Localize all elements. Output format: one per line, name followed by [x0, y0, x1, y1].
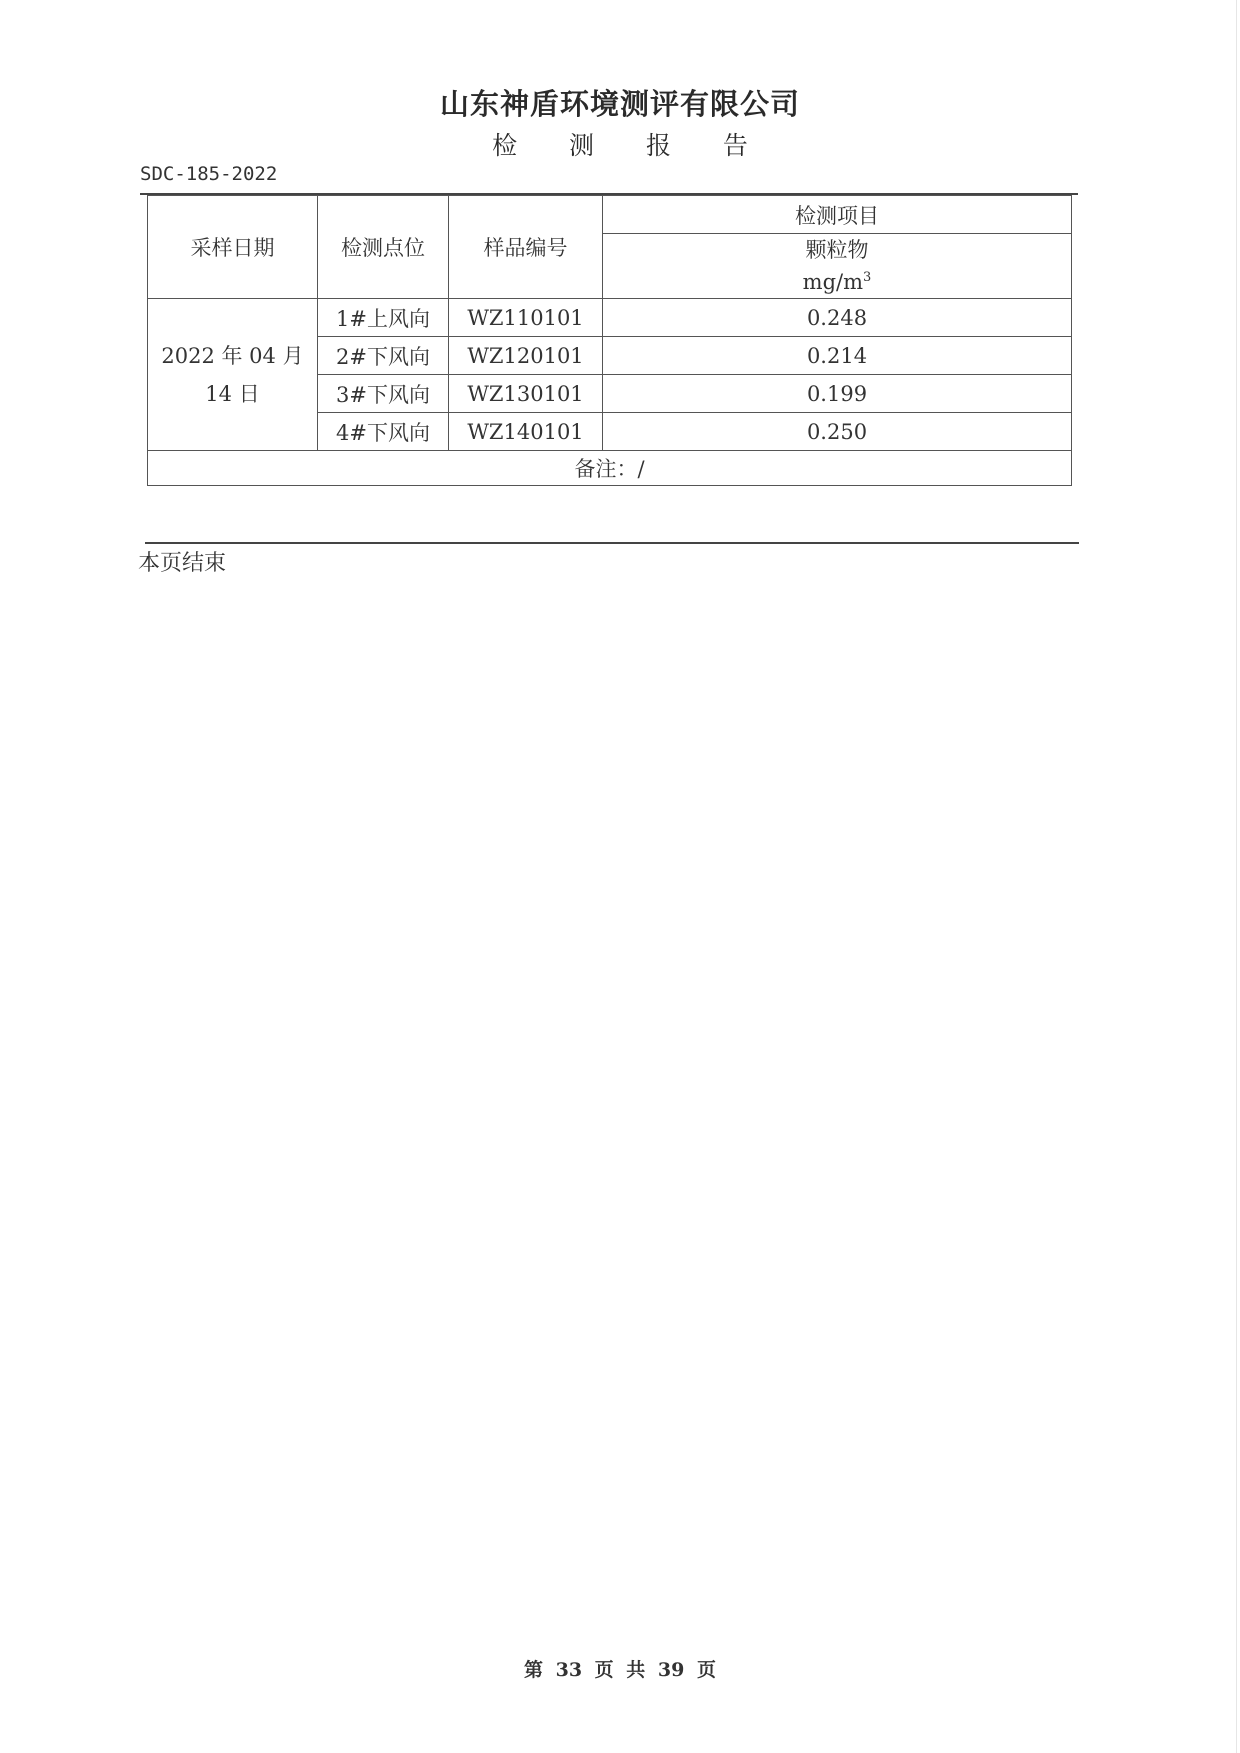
- value-cell: 0.248: [603, 299, 1072, 337]
- item-unit: [603, 266, 1071, 298]
- results-table: [147, 195, 1072, 486]
- unit-base: mg/m: [802, 270, 864, 294]
- report-number: SDC-185-2022: [140, 163, 278, 185]
- location-cell: 2#下风向: [318, 337, 449, 375]
- table-header-row: [148, 196, 1072, 234]
- sample-id-cell: WZ140101: [449, 413, 603, 451]
- header-sample-date: 采样日期: [148, 196, 318, 299]
- table-row: [148, 299, 1072, 337]
- end-divider: [145, 542, 1079, 544]
- page-end-text: 本页结束: [138, 551, 227, 576]
- header-location: 检测点位: [318, 196, 449, 299]
- value-cell: 0.199: [603, 375, 1072, 413]
- unit-exponent: 3: [863, 270, 872, 285]
- header-item-cell: [603, 234, 1072, 299]
- sample-id-cell: WZ120101: [449, 337, 603, 375]
- item-name: 颗粒物: [805, 238, 869, 262]
- location-cell: 3#下风向: [318, 375, 449, 413]
- page-footer: 第 33 页 共 39 页: [524, 1659, 716, 1681]
- remark-cell: 备注：/: [148, 451, 1072, 486]
- sample-id-cell: WZ110101: [449, 299, 603, 337]
- sample-date-line1: 2022 年 04 月: [161, 343, 304, 368]
- location-cell: 4#下风向: [318, 413, 449, 451]
- scan-edge-line: [1236, 0, 1237, 1753]
- sample-id-cell: WZ130101: [449, 375, 603, 413]
- sample-date-cell: [148, 299, 318, 451]
- company-name: 山东神盾环境测评有限公司: [439, 87, 800, 121]
- value-cell: 0.214: [603, 337, 1072, 375]
- sample-date-line2: 14 日: [205, 381, 260, 406]
- value-cell: 0.250: [603, 413, 1072, 451]
- location-cell: 1#上风向: [318, 299, 449, 337]
- header-test-items: 检测项目: [603, 196, 1072, 234]
- remark-row: [148, 451, 1072, 486]
- report-title: 检 测 报 告: [492, 131, 770, 160]
- header-sample-id: 样品编号: [449, 196, 603, 299]
